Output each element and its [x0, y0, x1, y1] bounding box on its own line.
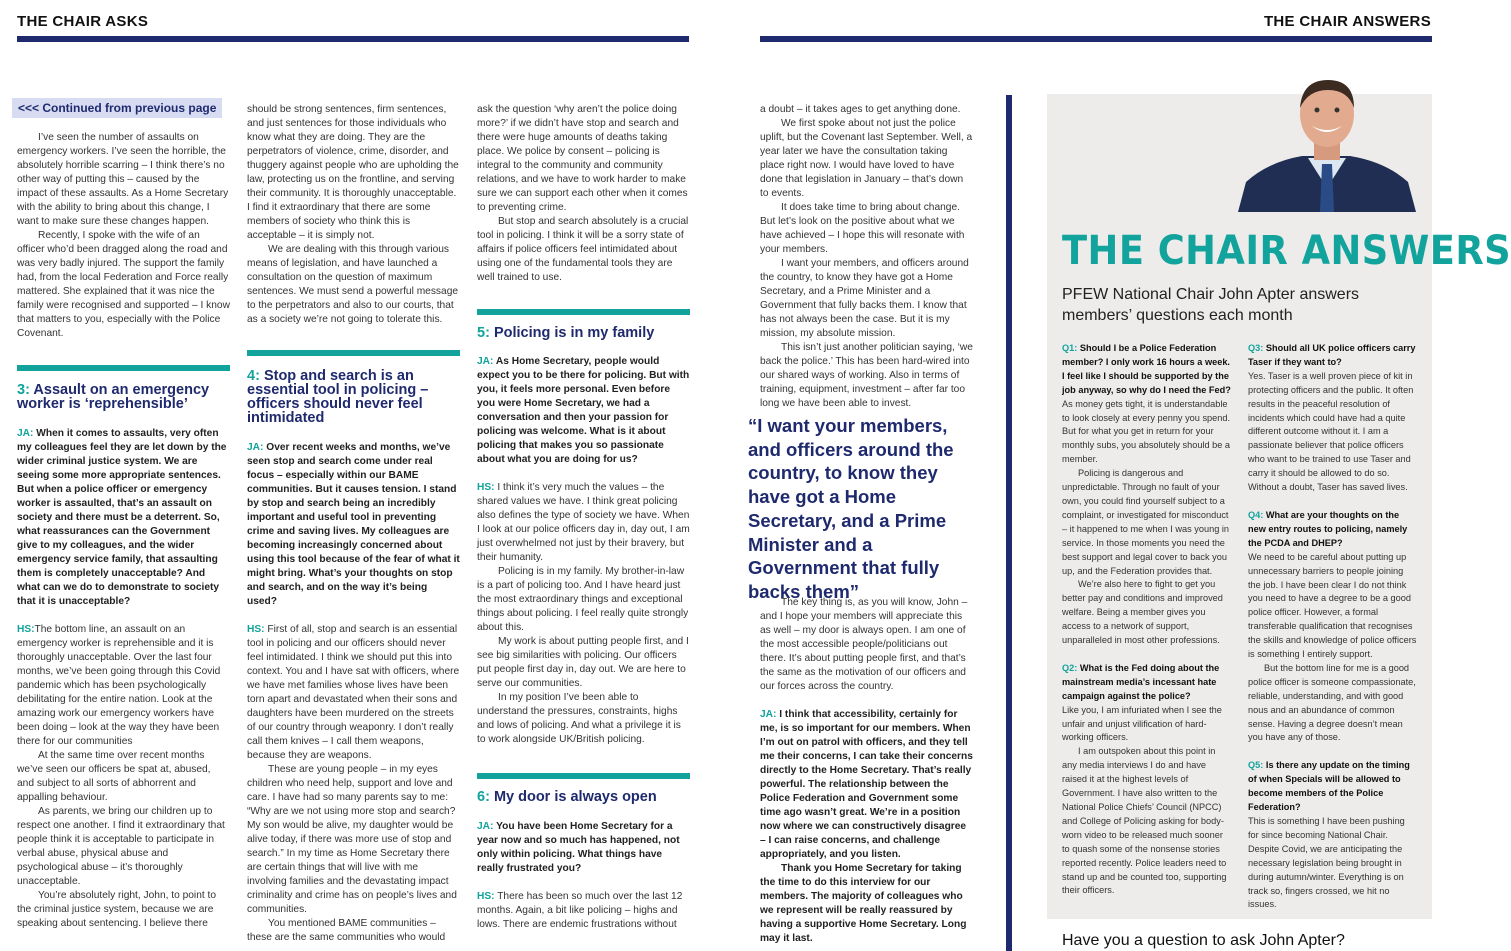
answer-paragraph: [477, 481, 690, 565]
header-rule-right: [760, 36, 1432, 42]
speaker-tag: JA:: [760, 709, 777, 720]
article-column-3-body-a: [477, 355, 690, 747]
section-heading-4: [247, 369, 460, 425]
section-rule-5: [477, 309, 690, 315]
speaker-tag: HS:: [477, 482, 495, 493]
section-rule-6: [477, 773, 690, 779]
ask-question-prompt: Have you a question to ask John Apter?: [1062, 932, 1345, 949]
column-divider: [1006, 95, 1012, 951]
question-tag: Q5:: [1248, 760, 1264, 771]
answer-paragraph: [247, 623, 460, 763]
speaker-tag: JA:: [477, 821, 494, 832]
paragraph: I’ve seen the number of assaults on emergency workers. I’ve seen the horrible, the absolutely horrible scarring – I think there’s no other way of putting this – caused by the impact of these assaults. As a Home Secretary with the ability to bring about this change, I want to make sure these changes happen.: [17, 132, 229, 227]
paragraph: Policing is in my family. My brother-in-law is a part of policing too. And I have heard just the most extraordinary things and exceptional things about policing. I feel really quite strongly about this.: [477, 566, 689, 633]
paragraph: ask the question ‘why aren’t the police doing more?’ if we didn’t have stop and search and there were huge amounts of deaths taking place. We police by consent – policing is integral to the community and community relations, and we have to work harder to make sure we can support each other when it comes to preventing crime.: [477, 104, 688, 213]
answer-paragraph: We’re also here to fight to get you better pay and conditions and improved welfare. Being a member gives you access to a network of support, unparalleled in most other professions.: [1062, 579, 1223, 646]
answer-paragraph: Policing is dangerous and unpredictable. Through no fault of your own, you could find yourself subject to a complaint, or investigated for misconduct – it happened to me when I was young in service. In those moments you need the best support and legal cover to back you up, and the Federation provides that.: [1062, 468, 1230, 576]
sidebar-column-1: [1062, 342, 1232, 898]
section-heading-5: [477, 326, 690, 340]
paragraph: As parents, we bring our children up to respect one another. I find it extraordinary that people think it is acceptable to participate in verbal abuse, physical abuse and psychological abuse – it’s thoroughly unacceptable.: [17, 806, 225, 887]
section-number: 6:: [477, 789, 490, 805]
question-text: What are your thoughts on the new entry routes to policing, namely the PCDA and DHEP?: [1248, 509, 1408, 548]
sidebar-title: THE CHAIR ANSWERS: [1062, 228, 1511, 274]
question: [1062, 662, 1232, 704]
question-text: I think that accessibility, certainly for me, is so important for our members. When I’m out on patrol with officers, and they tell me their concerns, I can take their concerns directly to the Home Secretary. That’s really powerful. The relationship between the Police Federation and Government some time ago wasn’t great. We’re in a position now where we can constructively disagree – I can raise concerns, and challenge appropriately, and you listen.: [760, 709, 973, 860]
section-title: Policing is in my family: [493, 325, 655, 341]
question-text: As Home Secretary, people would expect you to be there for policing. But with you, it feels more personal. Even before you were Home Secretary, we had a conversation and then your passion for policing was welcome. What is it about policing that makes you so passionate about what you are doing for us?: [477, 356, 690, 465]
paragraph: These are young people – in my eyes children who need help, support and love and care. I have had so many parents say to me: “Why are we not using more stop and search? My son would be alive, my daughter would be alive today, if there was more use of stop and search.” In my time as Home Secretary there are certain things that will live with me involving families and the devastating impact criminality and crime has on people’s lives and communities.: [247, 764, 457, 915]
paragraph: We are dealing with this through various means of legislation, and have launched a consultation on the question of maximum sentences. We must send a powerful message to the perpetrators and also to our courts, that as a society we’re not going to tolerate this.: [247, 244, 459, 325]
john-apter-photo: [1238, 76, 1416, 212]
question-tag: Q3:: [1248, 343, 1264, 353]
header-rule-left: [17, 36, 689, 42]
section-number: 3:: [17, 382, 30, 398]
question-paragraph: [760, 708, 973, 862]
paragraph: But stop and search absolutely is a crucial tool in policing. I think it will be a sorry state of affairs if police officers feel intimidated about using one of the fundamental tools they are well trained to use.: [477, 216, 689, 283]
section-rule-3: [17, 365, 230, 371]
paragraph: You mentioned BAME communities – these are the same communities who would: [247, 918, 446, 943]
question-paragraph: [247, 441, 460, 609]
question-tag: Q2:: [1062, 662, 1078, 673]
paragraph: It does take time to bring about change. But let’s look on the positive about what we have achieved – I hope this will resonate with your members.: [760, 202, 965, 255]
answer-paragraph: This is something I have been pushing for since becoming National Chair. Despite Covid, we are anticipating the necessary legislation being brought in during autumn/winter. Everything is on track so, fingers crossed, we hit no issues.: [1248, 816, 1405, 910]
paragraph: You’re absolutely right, John, to point to the criminal justice system, because we are speaking about sentencing. I believe there: [17, 890, 217, 929]
speaker-tag: HS:: [17, 624, 35, 635]
article-column-4: [760, 103, 973, 411]
paragraph: a doubt – it takes ages to get anything done.: [760, 104, 961, 115]
answer-text: There has been so much over the last 12 months. Again, a bit like policing – highs and lows. There are endemic frustrations without: [477, 891, 683, 930]
question-text: Over recent weeks and months, we’ve seen stop and search come under real focus – especially within our BAME communities. But it causes tension. I stand by stop and search being an incredibly important and useful tool in preventing crime and saving lives. My colleagues are becoming increasingly concerned about using this tool because of the fear of what it might bring. What’s your thoughts on stop and search, and on the way it’s being used?: [247, 442, 460, 607]
answer-paragraph: [17, 623, 230, 749]
answer-text: First of all, stop and search is an essential tool in policing and our officers should never feel intimidated. I think we should put this into context. You and I have sat with officers, where we have met families whose lives have been torn apart and devastated when their sons and daughters have been murdered on the streets of our country through weaponry. I don’t really call them knives – I call them weapons, because they are weapons.: [247, 624, 460, 761]
question-text: Should I be a Police Federation member? I only work 16 hours a week. I feel like I should be supported by the job anyway, so why do I need the Fed?: [1062, 343, 1231, 395]
article-column-2: [247, 103, 460, 327]
continued-link[interactable]: <<< Continued from previous page: [12, 98, 222, 118]
article-column-1-body: [17, 427, 230, 931]
paragraph: This isn’t just another politician saying, ‘we back the police.’ This has been hard-wired into our shared ways of working. Also in terms of training, equipment, investment – after far too long we have been able to invest.: [760, 342, 973, 409]
question-tag: Q1:: [1062, 343, 1078, 353]
section-title: Assault on an emergency worker is ‘reprehensible’: [17, 382, 210, 412]
answer-text: I think it’s very much the values – the shared values we have. I think great policing also defines the type of society we have. When I look at our police officers day in, day out, I am just overwhelmed not just by their bravery, but their humanity.: [477, 482, 690, 563]
sidebar-subtitle: PFEW National Chair John Apter answers members’ questions each month: [1062, 286, 1360, 324]
section-heading-6: [477, 790, 690, 804]
answer-paragraph: Like you, I am infuriated when I see the unfair and unjust vilification of hard-working officers.: [1062, 704, 1222, 743]
speaker-tag: JA:: [247, 442, 264, 453]
article-column-3: [477, 103, 690, 285]
article-column-1: [17, 131, 230, 341]
question-paragraph: [477, 355, 690, 467]
question-paragraph: [477, 820, 690, 876]
section-title: Stop and search is an essential tool in policing – officers should never feel intimidated: [247, 368, 429, 426]
answer-paragraph: We need to be careful about putting up unnecessary barriers to people joining the job. I have been clear I do not think you need to have a degree to be a good police officer. However, a formal transferable qualification that recognises the skills and knowledge of police officers is something I entirely support.: [1248, 551, 1417, 660]
answer-text: The bottom line, an assault on an emergency worker is reprehensible and it is thoroughly unacceptable. Over the last four months, we’ve been going through this Covid pandemic which has been psychologically debilitating for the entire nation. Look at the amazing work our emergency workers have been doing – look at the way they have been there for our communities: [17, 624, 221, 747]
section-number: 5:: [477, 325, 490, 341]
answer-paragraph: But the bottom line for me is a good police officer is someone compassionate, reliable, understanding, and with good nous and an abundance of common sense. Having a degree doesn’t mean you have any of those.: [1248, 662, 1416, 743]
paragraph: In my position I’ve been able to understand the pressures, constraints, highs and lows of policing. And what a privilege it is to work alongside UK/British policing.: [477, 692, 681, 745]
closing-paragraph: Thank you Home Secretary for taking the time to do this interview for our members. The majority of colleagues who we represent will be really reassured by having a supportive Home Secretary. Long may it last.: [760, 863, 967, 944]
paragraph: should be strong sentences, firm sentences, and just sentences for those individuals who know what they are doing. They are the perpetrators of violence, crime, disorder, and thuggery against people who are upholding the law, protecting us on the frontline, and serving their community. It is thoroughly unacceptable. I find it extraordinary that there are some members of society who think this is acceptable – it is simply not.: [247, 104, 459, 241]
section-rule-4: [247, 350, 460, 356]
paragraph: We first spoke about not just the police uplift, but the Covenant last September. Well, a year later we have the consultation taking place right now. I would have loved to have done that legislation in January – that’s down to events.: [760, 118, 973, 199]
speaker-tag: HS:: [477, 891, 495, 902]
question: [1062, 342, 1232, 398]
speaker-tag: JA:: [17, 428, 34, 439]
answer-paragraph: Yes. Taser is a well proven piece of kit in protecting officers and the public. It often results in the peaceful resolution of incidents which could have had a quite different outcome without it. I am a passionate believer that police officers who want to be trained to use Taser and carry it should be allowed to do so. Without a doubt, Taser has saved lives.: [1248, 370, 1414, 493]
article-column-2-body: [247, 441, 460, 945]
paragraph: The key thing is, as you will know, John – and I hope your members will appreciate this as well – my door is always open. I am one of the most accessible people/politicians out there. It’s about putting people first, and that’s the same as the motivation of our officers and our forces across the country.: [760, 597, 968, 692]
question-text: When it comes to assaults, very often my colleagues feel they are let down by the wider criminal justice system. We are seeing some more appropriate sentences. But when a police officer or emergency worker is assaulted, that’s an assault on society and there must be a deterrent. So, what reassurances can the Government give to my colleagues, and the wider emergency service family, that assaulting them is completely unacceptable? And what can we do to demonstrate to society that it is unacceptable?: [17, 428, 227, 607]
question-tag: Q4:: [1248, 509, 1264, 520]
answer-paragraph: I am outspoken about this point in any media interviews I do and have raised it at the highest levels of Government. I have also written to the National Police Chiefs’ Council (NPCC) and College of Policing asking for body-worn video to be released much sooner to quash some of the nonsense stories reported recently. Police leaders need to stand up and be counted too, supporting their officers.: [1062, 746, 1227, 896]
section-title: My door is always open: [493, 789, 657, 805]
paragraph: My work is about putting people first, and I see big similarities with policing. Our officers put people first day in, day out. We are here to serve our communities.: [477, 636, 689, 689]
article-column-4-body: [760, 596, 973, 946]
answer-paragraph: [477, 890, 690, 932]
answer-paragraph: As money gets tight, it is understandable to look closely at every penny you spend. But for what you get in return for your monthly subs, you absolutely should be a member.: [1062, 398, 1231, 465]
question: [1248, 509, 1418, 551]
page-header-left: THE CHAIR ASKS: [17, 13, 149, 30]
section-heading-3: [17, 383, 230, 411]
question-text: You have been Home Secretary for a year now and so much has happened, not only within policing. What things have really frustrated you?: [477, 821, 680, 874]
paragraph: I want your members, and officers around the country, to know they have got a Home Secretary, and a Prime Minister and a Government that fully backs them. I know that has not always been the case. But it is my mission, my absolute mission.: [760, 258, 969, 339]
section-number: 4:: [247, 368, 260, 384]
paragraph: At the same time over recent months we’ve seen our officers be spat at, abused, and subject to all sorts of abhorrent and appalling behaviour.: [17, 750, 211, 803]
question: [1248, 759, 1418, 815]
question: [1248, 342, 1418, 370]
speaker-tag: JA:: [477, 356, 494, 367]
page-header-right: THE CHAIR ANSWERS: [1263, 13, 1431, 30]
article-column-3-body-b: [477, 820, 690, 932]
speaker-tag: HS:: [247, 624, 265, 635]
sidebar-column-2: [1248, 342, 1418, 912]
question-text: Is there any update on the timing of when Specials will be allowed to become members of the Police Federation?: [1248, 760, 1410, 813]
pull-quote: “I want your members, and officers around the country, to know they have got a Home Secretary, and a Prime Minister and a Government that fully backs them”: [748, 415, 954, 602]
paragraph: Recently, I spoke with the wife of an officer who’d been dragged along the road and was very badly injured. The support the family had, from the local Federation and Force really mattered. She explained that it was nice the family were recognised and supported – I know that matters to you, especially with the Police Covenant.: [17, 230, 230, 339]
question-text: Should all UK police officers carry Taser if they want to?: [1248, 343, 1416, 367]
question-text: What is the Fed doing about the mainstream media’s incessant hate campaign against the police?: [1062, 662, 1220, 701]
question-paragraph: [17, 427, 230, 609]
